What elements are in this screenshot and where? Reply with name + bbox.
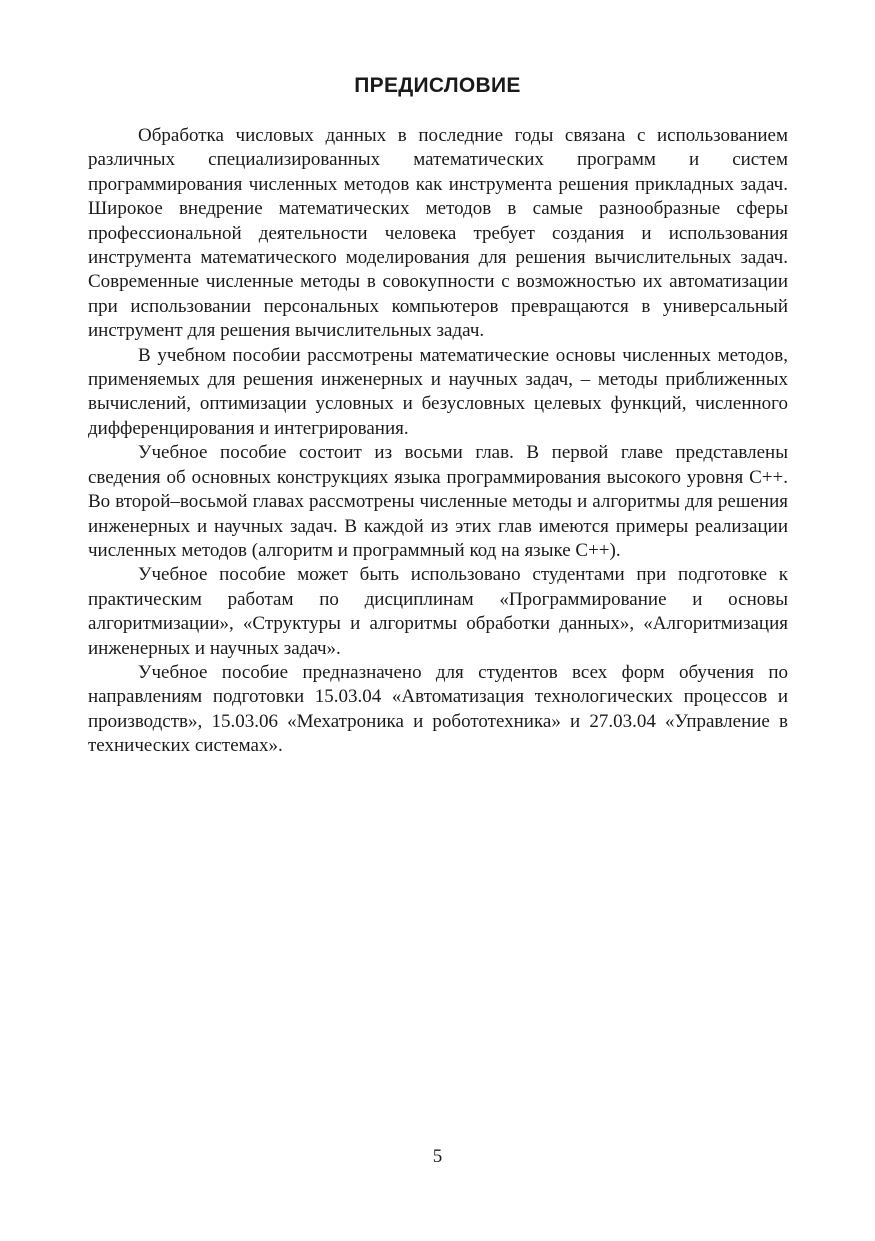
page-title: ПРЕДИСЛОВИЕ: [354, 74, 521, 97]
page-number: 5: [432, 1146, 443, 1167]
paragraph-1: Обработка числовых данных в последние годы связана с использованием различных специализированных математических программ и систем программирования численных методов как инструмента решения прикладных задач. Широкое внедрение математических методов в самые разнообразные сферы профессиональной деятельности человека требует создания и использования инструмента математического моделирования для решения вычислительных задач. Современные численные методы в совокупности с возможностью их автоматизации при использовании персональных компьютеров превращаются в универсальный инструмент для решения вычислительных задач.: [88, 125, 788, 342]
paragraph-3: Учебное пособие состоит из восьми глав. В первой главе представлены сведения об основных конструкциях языка программирования высокого уровня C++. Во второй–восьмой главах рассмотрены численные методы и алгоритмы для решения инженерных и научных задач. В каждой из этих глав имеются примеры реализации численных методов (алгоритм и программный код на языке C++).: [88, 442, 788, 561]
body-text: [88, 124, 788, 759]
paragraph-4: Учебное пособие может быть использовано студентами при подготовке к практическим работам по дисциплинам «Программирование и основы алгоритмизации», «Структуры и алгоритмы обработки данных», «Алгоритмизация инженерных и научных задач».: [88, 564, 788, 659]
paragraph-5: Учебное пособие предназначено для студентов всех форм обучения по направлениям подготовки 15.03.04 «Автоматизация технологических процессов и производств», 15.03.06 «Мехатроника и робототехника» и 27.03.04 «Управление в технических системах».: [88, 661, 788, 757]
paragraph-2: В учебном пособии рассмотрены математические основы численных методов, применяемых для решения инженерных и научных задач, – методы приближенных вычислений, оптимизации условных и безусловных целевых функций, численного дифференцирования и интегрирования.: [88, 344, 788, 439]
